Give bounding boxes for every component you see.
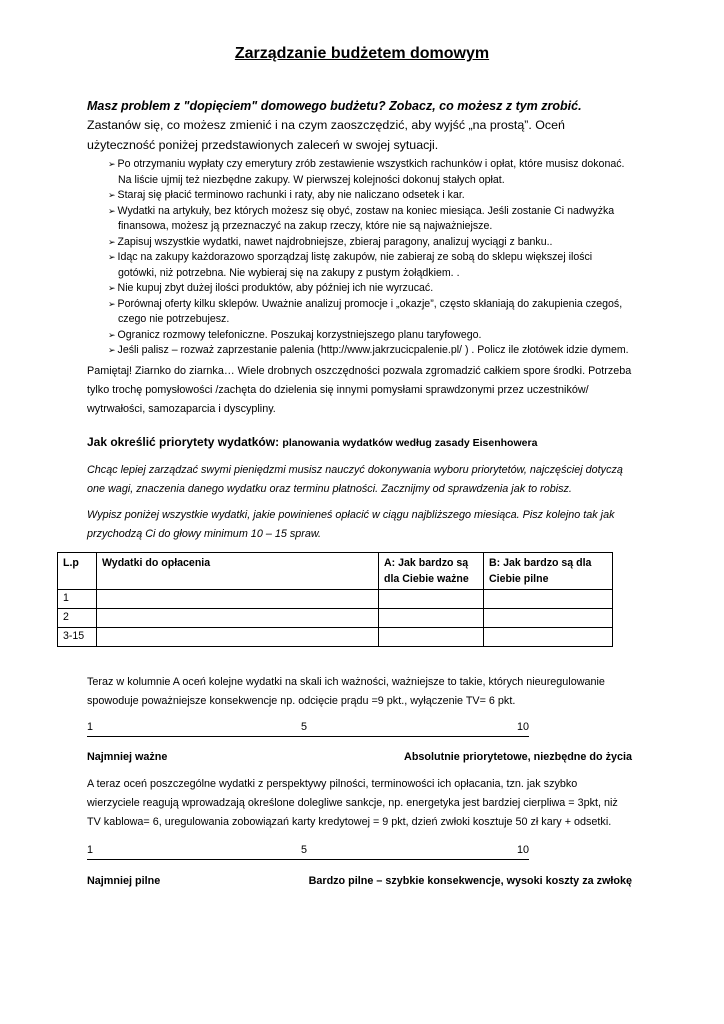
list-item: ➢ Idąc na zakupy każdorazowo sporządzaj listę zakupów, nie zabieraj ze sobą do sklepu większej ilości gotówki, niż potrzebna. Nie wybieraj się na zakupy z pustym żołądkiem. . (98, 250, 632, 281)
scale-max: 10 (516, 843, 529, 856)
section-heading-main: Jak określić priorytety wydatków: (87, 434, 280, 449)
list-item: ➢ Po otrzymaniu wypłaty czy emerytury zrób zestawienie wszystkich rachunków i opłat, które musisz dokonać. Na liście ujmij też niezbędne zakupy. W pierwszej kolejności dokonuj stałych opłat. (98, 157, 632, 188)
scale-right-label: Bardzo pilne – szybkie konsekwencje, wysoki koszty za zwłokę (308, 874, 632, 887)
expense-cell[interactable] (97, 589, 379, 608)
urgency-scale-labels (87, 873, 632, 889)
table-row (58, 608, 613, 627)
importance-scale (87, 721, 529, 737)
urgency-cell[interactable] (484, 608, 613, 627)
row-number: 1 (58, 589, 97, 608)
header-lp: L.p (58, 552, 97, 589)
importance-cell[interactable] (379, 627, 484, 646)
row-number: 3-15 (58, 627, 97, 646)
list-item: ➢ Porównaj oferty kilku sklepów. Uważnie analizuj promocje i „okazje”, często skłaniają do zakupienia czegoś, czego nie potrzebujesz. (98, 297, 632, 328)
expense-cell[interactable] (97, 608, 379, 627)
expenses-table (57, 552, 613, 647)
header-urgency: B: Jak bardzo są dla Ciebie pilne (484, 552, 613, 589)
intro-paragraph: Zastanów się, co możesz zmienić i na czym zaoszczędzić, aby wyjść „na prostą”. Oceń użyteczność poniżej przedstawionych zaleceń w swojej sytuacji. (87, 118, 565, 152)
list-item: ➢ Ogranicz rozmowy telefoniczne. Poszukaj korzystniejszego planu taryfowego. (98, 328, 632, 344)
table-header-row (58, 552, 613, 589)
scale-right-label: Absolutnie priorytetowe, niezbędne do życia (404, 750, 632, 763)
scale-max: 10 (516, 720, 529, 733)
tips-list (98, 157, 632, 359)
importance-cell[interactable] (379, 589, 484, 608)
urgency-scale (87, 844, 529, 860)
importance-cell[interactable] (379, 608, 484, 627)
table-row (58, 627, 613, 646)
scale-min: 1 (87, 720, 94, 733)
lead-heading: Masz problem z "dopięciem" domowego budżetu? Zobacz, co możesz z tym zrobić. (87, 99, 582, 113)
scale-min: 1 (87, 843, 94, 856)
remember-paragraph: Pamiętaj! Ziarnko do ziarnka… Wiele drobnych oszczędności pozwala zgromadzić całkiem spore środki. Potrzeba tylko trochę pomysłowości /zachęta do dzielenia się innymi pomysłami sprawdzonymi przez uczestników/ wytrwałości, samozaparcia i dyscypliny. (87, 364, 632, 415)
scale-mid: 5 (301, 843, 308, 856)
list-item: ➢ Zapisuj wszystkie wydatki, nawet najdrobniejsze, zbieraj paragony, analizuj wyciągi z banku.. (98, 235, 632, 251)
page-title: Zarządzanie budżetem domowym (234, 45, 490, 62)
list-item: ➢ Wydatki na artykuły, bez których możesz się obyć, zostaw na koniec miesiąca. Jeśli zostanie Ci nadwyżka finansowa, możesz ją przeznaczyć na zakup rzeczy, które nie są najważniejsze. (98, 204, 632, 235)
list-item: ➢ Staraj się płacić terminowo rachunki i raty, aby nie naliczano odsetek i kar. (98, 188, 632, 204)
table-row (58, 589, 613, 608)
scale-mid: 5 (301, 720, 308, 733)
importance-paragraph: Teraz w kolumnie A oceń kolejne wydatki na skali ich ważności, ważniejsze to takie, których nieuregulowanie spowoduje poważniejsze konsekwencje np. odcięcie prądu =9 pkt., wyłączenie TV= 6 pkt. (87, 675, 605, 707)
scale-left-label: Najmniej pilne (87, 874, 161, 887)
list-item: ➢ Jeśli palisz – rozważ zaprzestanie palenia (http://www.jakrzucicpalenie.pl/ ) . Policz ile złotówek idzie dymem. (98, 343, 632, 359)
italic-paragraph-1: Chcąc lepiej zarządzać swymi pieniędzmi musisz nauczyć dokonywania wyboru priorytetów, najczęściej dotyczą one wagi, znaczenia danego wydatku oraz terminu płatności. Zacznijmy od sprawdzenia jak to robisz. (87, 463, 623, 495)
row-number: 2 (58, 608, 97, 627)
scale-left-label: Najmniej ważne (87, 750, 168, 763)
urgency-paragraph: A teraz oceń poszczególne wydatki z perspektywy pilności, terminowości ich opłacania, tzn. jak szybko wierzyciele reagują wprowadzają określone dolegliwe sankcje, np. energetyka jest bardziej cierpliwa = 3pkt, niż TV kablowa= 6, uregulowania zobowiązań karty kredytowej = 9 pkt, dzień zwłoki kosztuje 50 zł kary + odsetki. (87, 777, 618, 828)
italic-paragraph-2: Wypisz poniżej wszystkie wydatki, jakie powinieneś opłacić w ciągu najbliższego miesiąca. Pisz kolejno tak jak przychodzą Ci do głowy minimum 10 – 15 spraw. (87, 508, 615, 540)
header-expenses: Wydatki do opłacenia (97, 552, 379, 589)
list-item: ➢ Nie kupuj zbyt dużej ilości produktów, aby później ich nie wyrzucać. (98, 281, 632, 297)
section-heading (87, 433, 632, 452)
urgency-cell[interactable] (484, 589, 613, 608)
header-importance: A: Jak bardzo są dla Ciebie ważne (379, 552, 484, 589)
importance-scale-labels (87, 749, 632, 765)
section-heading-sub: planowania wydatków według zasady Eisenhowera (282, 436, 538, 449)
urgency-cell[interactable] (484, 627, 613, 646)
expense-cell[interactable] (97, 627, 379, 646)
